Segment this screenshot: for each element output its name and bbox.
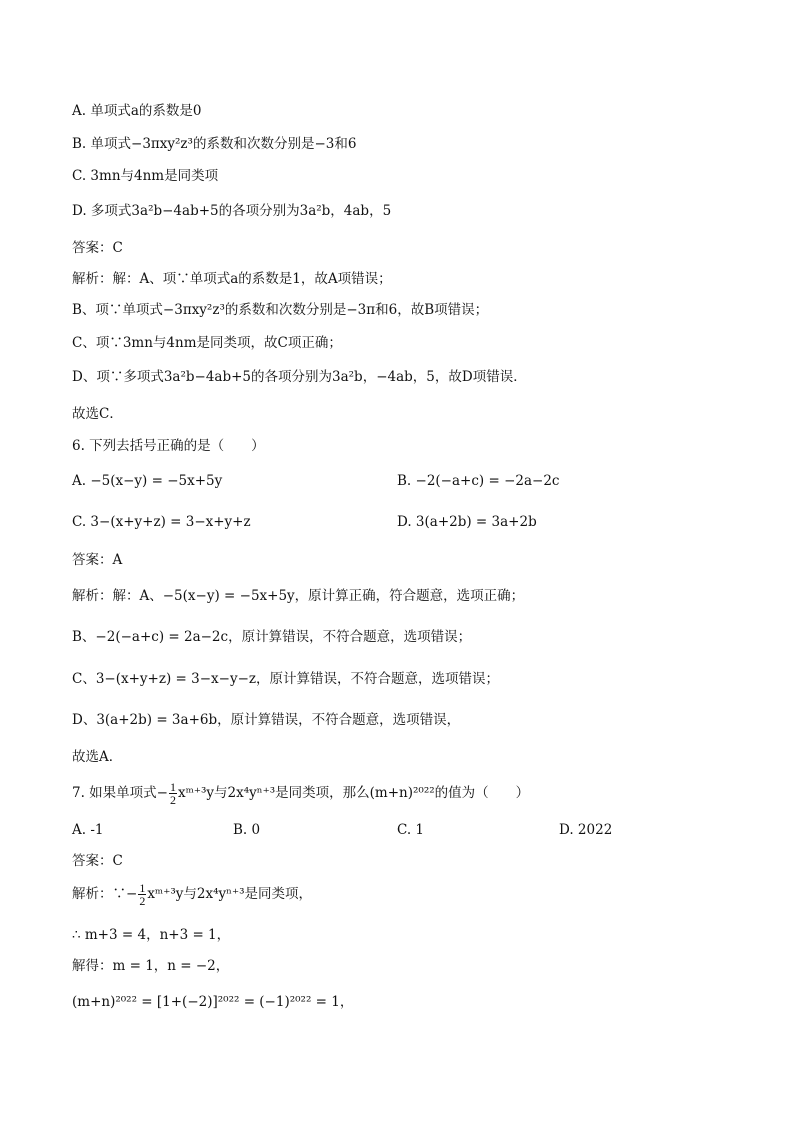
q5-option-a: A. 单项式a的系数是0 (72, 103, 202, 119)
q5-explanation-1: 解析：解：A、项∵单项式a的系数是1，故A项错误； (72, 271, 392, 287)
q5-explanation-2: B、项∵单项式−3πxy²z³的系数和次数分别是−3π和6，故B项错误； (72, 302, 489, 318)
q5-explanation-4: D、项∵多项式3a²b−4ab+5的各项分别为3a²b，−4ab，5，故D项错误． (72, 369, 527, 385)
q5-option-c: C. 3mn与4nm是同类项 (72, 168, 219, 184)
q7-explanation-suffix: xᵐ⁺³y与2x⁴yⁿ⁺³是同类项， (147, 886, 312, 902)
q6-explanation-2: B、−2(−a+c) = 2a−2c，原计算错误，不符合题意，选项错误； (72, 629, 472, 645)
q7-explanation-prefix: 解析：∵− (72, 886, 138, 902)
q7-fraction-denominator: 2 (169, 793, 176, 807)
q7-stem-prefix: 7. 如果单项式− (72, 785, 168, 801)
q7-fraction-numerator: 1 (169, 780, 176, 794)
q7-stem-suffix: xᵐ⁺³y与2x⁴yⁿ⁺³是同类项，那么(m+n)²⁰²²的值为（ ） (177, 785, 530, 801)
q6-option-c: C. 3−(x+y+z) = 3−x+y+z (72, 514, 251, 530)
q6-option-a: A. −5(x−y) = −5x+5y (72, 473, 223, 489)
q7-fraction (169, 781, 177, 806)
q7-explanation-fraction (138, 882, 146, 907)
q5-answer: 答案：C (72, 240, 123, 256)
q6-explanation-3: C、3−(x+y+z) = 3−x−y−z，原计算错误，不符合题意，选项错误； (72, 671, 500, 687)
q6-option-b: B. −2(−a+c) = −2a−2c (397, 473, 560, 489)
q7-option-d: D. 2022 (559, 822, 613, 838)
q7-explanation-fraction-numerator: 1 (139, 881, 146, 895)
q5-explanation-3: C、项∵3mn与4nm是同类项，故C项正确； (72, 335, 342, 351)
q6-stem: 6. 下列去括号正确的是（ ） (72, 438, 265, 454)
q7-option-a: A. -1 (72, 822, 104, 838)
q5-option-b: B. 单项式−3πxy²z³的系数和次数分别是−3和6 (72, 136, 357, 152)
q7-option-c: C. 1 (397, 822, 425, 838)
q6-explanation-1: 解析：解：A、−5(x−y) = −5x+5y，原计算正确，符合题意，选项正确； (72, 588, 525, 604)
q7-explanation-fraction-denominator: 2 (139, 894, 146, 908)
q6-conclusion: 故选A． (72, 749, 123, 765)
q6-option-d: D. 3(a+2b) = 3a+2b (397, 514, 537, 530)
q5-conclusion: 故选C． (72, 406, 123, 422)
q7-answer: 答案：C (72, 853, 123, 869)
q7-step-2: 解得：m = 1，n = −2， (72, 958, 230, 974)
q6-answer: 答案：A (72, 552, 123, 568)
q7-stem (72, 781, 529, 806)
q5-option-d: D. 多项式3a²b−4ab+5的各项分别为3a²b，4ab，5 (72, 203, 392, 219)
q7-option-b: B. 0 (233, 822, 261, 838)
q7-step-3: (m+n)²⁰²² = [1+(−2)]²⁰²² = (−1)²⁰²² = 1， (72, 994, 354, 1010)
q7-step-1: ∴ m+3 = 4，n+3 = 1， (72, 927, 231, 943)
q7-explanation (72, 882, 312, 907)
q6-explanation-4: D、3(a+2b) = 3a+6b，原计算错误，不符合题意，选项错误， (72, 712, 461, 728)
